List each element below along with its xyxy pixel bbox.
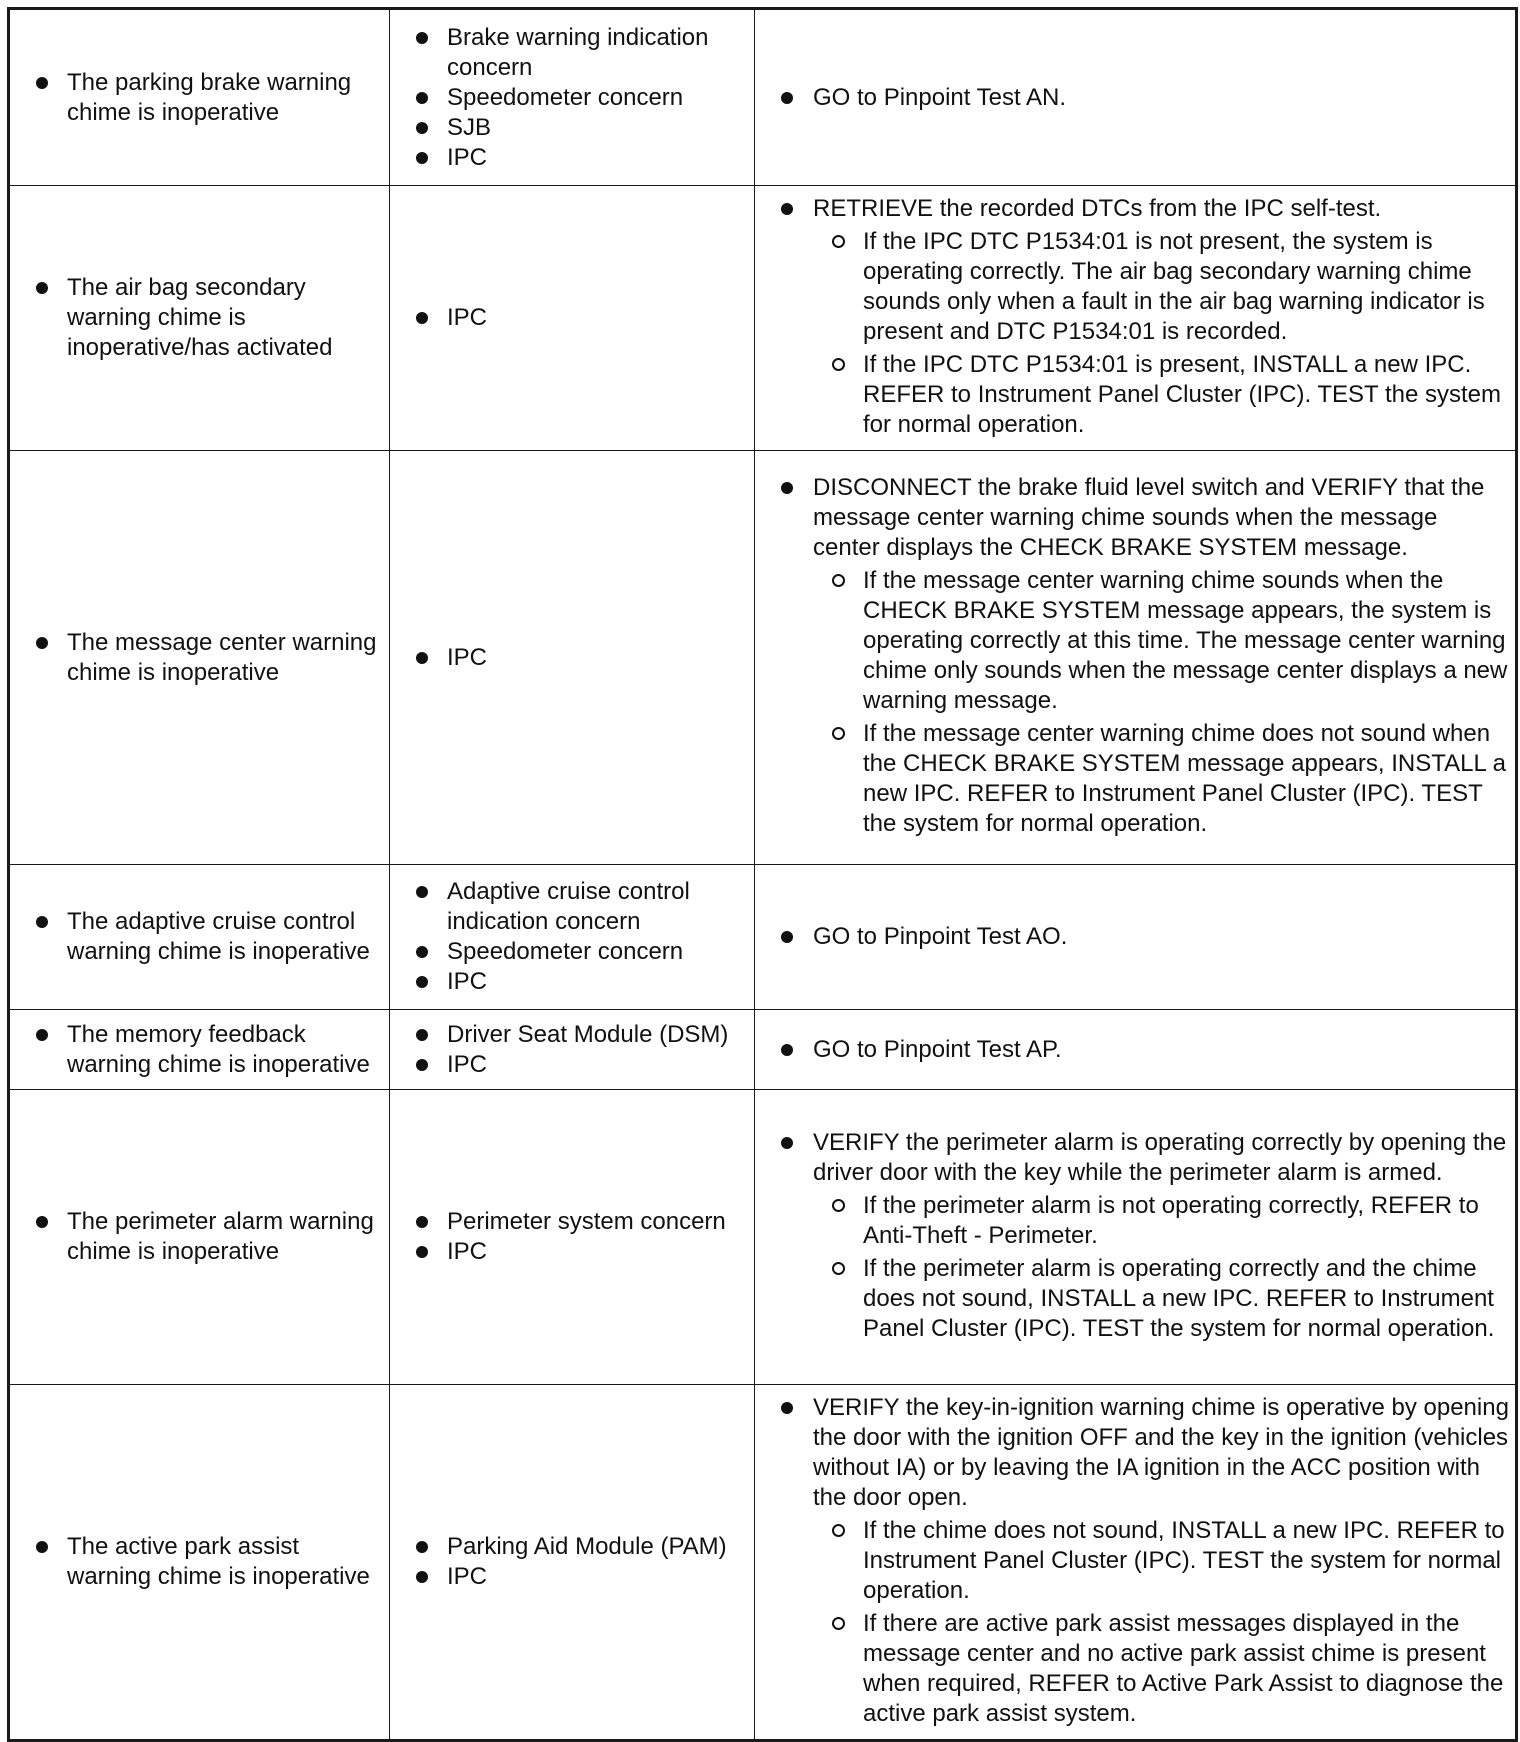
action-substep: If the message center warning chime sounds when the CHECK BRAKE SYSTEM message appears, the system is operating correctly at this time. The message center warning chime only sounds when the message center displays a new warning message. bbox=[813, 566, 1509, 716]
condition-list bbox=[10, 907, 383, 967]
action-text: DISCONNECT the brake fluid level switch and VERIFY that the message center warning chime sounds when the message center displays the CHECK BRAKE SYSTEM message. bbox=[813, 474, 1485, 561]
action-cell bbox=[755, 9, 1517, 186]
possible-source-list bbox=[390, 877, 748, 997]
possible-source-cell bbox=[390, 865, 755, 1010]
possible-source-item: IPC bbox=[390, 1237, 748, 1267]
symptom-chart-table bbox=[7, 7, 1518, 1742]
action-cell bbox=[755, 1090, 1517, 1385]
action-text: GO to Pinpoint Test AP. bbox=[813, 1035, 1062, 1063]
action-text: RETRIEVE the recorded DTCs from the IPC self-test. bbox=[813, 194, 1382, 222]
action-substeps bbox=[813, 1516, 1509, 1729]
condition-text: The adaptive cruise control warning chime is inoperative bbox=[10, 907, 383, 967]
condition-list bbox=[10, 273, 383, 363]
possible-source-cell bbox=[390, 1010, 755, 1090]
action-item bbox=[755, 922, 1509, 952]
possible-source-item: SJB bbox=[390, 113, 748, 143]
action-item bbox=[755, 1128, 1509, 1344]
possible-source-cell bbox=[390, 451, 755, 865]
possible-source-cell bbox=[390, 186, 755, 451]
condition-text: The active park assist warning chime is inoperative bbox=[10, 1532, 383, 1592]
possible-source-item: IPC bbox=[390, 643, 748, 673]
condition-list bbox=[10, 1207, 383, 1267]
possible-source-list bbox=[390, 1207, 748, 1267]
condition-text: The perimeter alarm warning chime is inoperative bbox=[10, 1207, 383, 1267]
action-substep: If the message center warning chime does not sound when the CHECK BRAKE SYSTEM message appears, INSTALL a new IPC. REFER to Instrument Panel Cluster (IPC). TEST the system for normal operation. bbox=[813, 719, 1509, 839]
action-list bbox=[755, 473, 1509, 839]
action-substeps bbox=[813, 227, 1509, 440]
condition-cell bbox=[9, 9, 390, 186]
possible-source-list bbox=[390, 1020, 748, 1080]
possible-source-item: Adaptive cruise control indication concern bbox=[390, 877, 748, 937]
possible-source-list bbox=[390, 303, 748, 333]
action-cell bbox=[755, 1010, 1517, 1090]
possible-source-item: Speedometer concern bbox=[390, 937, 748, 967]
condition-cell bbox=[9, 186, 390, 451]
table-body bbox=[9, 9, 1517, 1741]
possible-source-item: Perimeter system concern bbox=[390, 1207, 748, 1237]
table-row bbox=[9, 1385, 1517, 1741]
possible-source-list bbox=[390, 23, 748, 173]
possible-source-cell bbox=[390, 1090, 755, 1385]
action-cell bbox=[755, 865, 1517, 1010]
action-list bbox=[755, 83, 1509, 113]
possible-source-cell bbox=[390, 1385, 755, 1741]
action-substep: If the IPC DTC P1534:01 is present, INSTALL a new IPC. REFER to Instrument Panel Cluster (IPC). TEST the system for normal operation. bbox=[813, 350, 1509, 440]
condition-text: The air bag secondary warning chime is inoperative/has activated bbox=[10, 273, 383, 363]
possible-source-item: IPC bbox=[390, 1562, 748, 1592]
action-substep: If the perimeter alarm is not operating correctly, REFER to Anti-Theft - Perimeter. bbox=[813, 1191, 1509, 1251]
possible-source-list bbox=[390, 643, 748, 673]
action-item bbox=[755, 473, 1509, 839]
action-substeps bbox=[813, 1191, 1509, 1344]
possible-source-item: IPC bbox=[390, 303, 748, 333]
action-list bbox=[755, 922, 1509, 952]
action-text: VERIFY the perimeter alarm is operating correctly by opening the driver door with the key while the perimeter alarm is armed. bbox=[813, 1128, 1507, 1186]
condition-cell bbox=[9, 1090, 390, 1385]
possible-source-item: IPC bbox=[390, 967, 748, 997]
action-list bbox=[755, 1393, 1509, 1729]
action-substep: If the perimeter alarm is operating correctly and the chime does not sound, INSTALL a new IPC. REFER to Instrument Panel Cluster (IPC). TEST the system for normal operation. bbox=[813, 1254, 1509, 1344]
action-text: GO to Pinpoint Test AO. bbox=[813, 923, 1068, 950]
possible-source-item: Parking Aid Module (PAM) bbox=[390, 1532, 748, 1562]
action-item bbox=[755, 1035, 1509, 1065]
action-list bbox=[755, 194, 1509, 440]
action-substep: If there are active park assist messages displayed in the message center and no active park assist chime is present when required, REFER to Active Park Assist to diagnose the active park assist system. bbox=[813, 1609, 1509, 1729]
action-list bbox=[755, 1035, 1509, 1065]
possible-source-item: Speedometer concern bbox=[390, 83, 748, 113]
action-item bbox=[755, 194, 1509, 440]
condition-cell bbox=[9, 1010, 390, 1090]
table-row bbox=[9, 451, 1517, 865]
condition-text: The memory feedback warning chime is inoperative bbox=[10, 1020, 383, 1080]
action-substeps bbox=[813, 566, 1509, 839]
table-row bbox=[9, 1010, 1517, 1090]
possible-source-cell bbox=[390, 9, 755, 186]
action-cell bbox=[755, 186, 1517, 451]
condition-list bbox=[10, 1532, 383, 1592]
table-row bbox=[9, 865, 1517, 1010]
action-list bbox=[755, 1128, 1509, 1344]
action-cell bbox=[755, 451, 1517, 865]
action-item bbox=[755, 83, 1509, 113]
action-item bbox=[755, 1393, 1509, 1729]
condition-cell bbox=[9, 451, 390, 865]
condition-text: The message center warning chime is inoperative bbox=[10, 628, 383, 688]
condition-list bbox=[10, 68, 383, 128]
table-row bbox=[9, 9, 1517, 186]
action-substep: If the IPC DTC P1534:01 is not present, the system is operating correctly. The air bag secondary warning chime sounds only when a fault in the air bag warning indicator is present and DTC P1534:01 is recorded. bbox=[813, 227, 1509, 347]
possible-source-item: Brake warning indication concern bbox=[390, 23, 748, 83]
condition-cell bbox=[9, 1385, 390, 1741]
table-row bbox=[9, 186, 1517, 451]
possible-source-item: Driver Seat Module (DSM) bbox=[390, 1020, 748, 1050]
action-cell bbox=[755, 1385, 1517, 1741]
possible-source-item: IPC bbox=[390, 143, 748, 173]
condition-text: The parking brake warning chime is inoperative bbox=[10, 68, 383, 128]
condition-list bbox=[10, 628, 383, 688]
action-text: VERIFY the key-in-ignition warning chime is operative by opening the door with the ignition OFF and the key in the ignition (vehicles without IA) or by leaving the IA ignition in the ACC position with the door open. bbox=[813, 1393, 1509, 1511]
condition-list bbox=[10, 1020, 383, 1080]
table-row bbox=[9, 1090, 1517, 1385]
possible-source-item: IPC bbox=[390, 1050, 748, 1080]
condition-cell bbox=[9, 865, 390, 1010]
action-text: GO to Pinpoint Test AN. bbox=[813, 83, 1067, 111]
action-substep: If the chime does not sound, INSTALL a new IPC. REFER to Instrument Panel Cluster (IPC). TEST the system for normal operation. bbox=[813, 1516, 1509, 1606]
possible-source-list bbox=[390, 1532, 748, 1592]
